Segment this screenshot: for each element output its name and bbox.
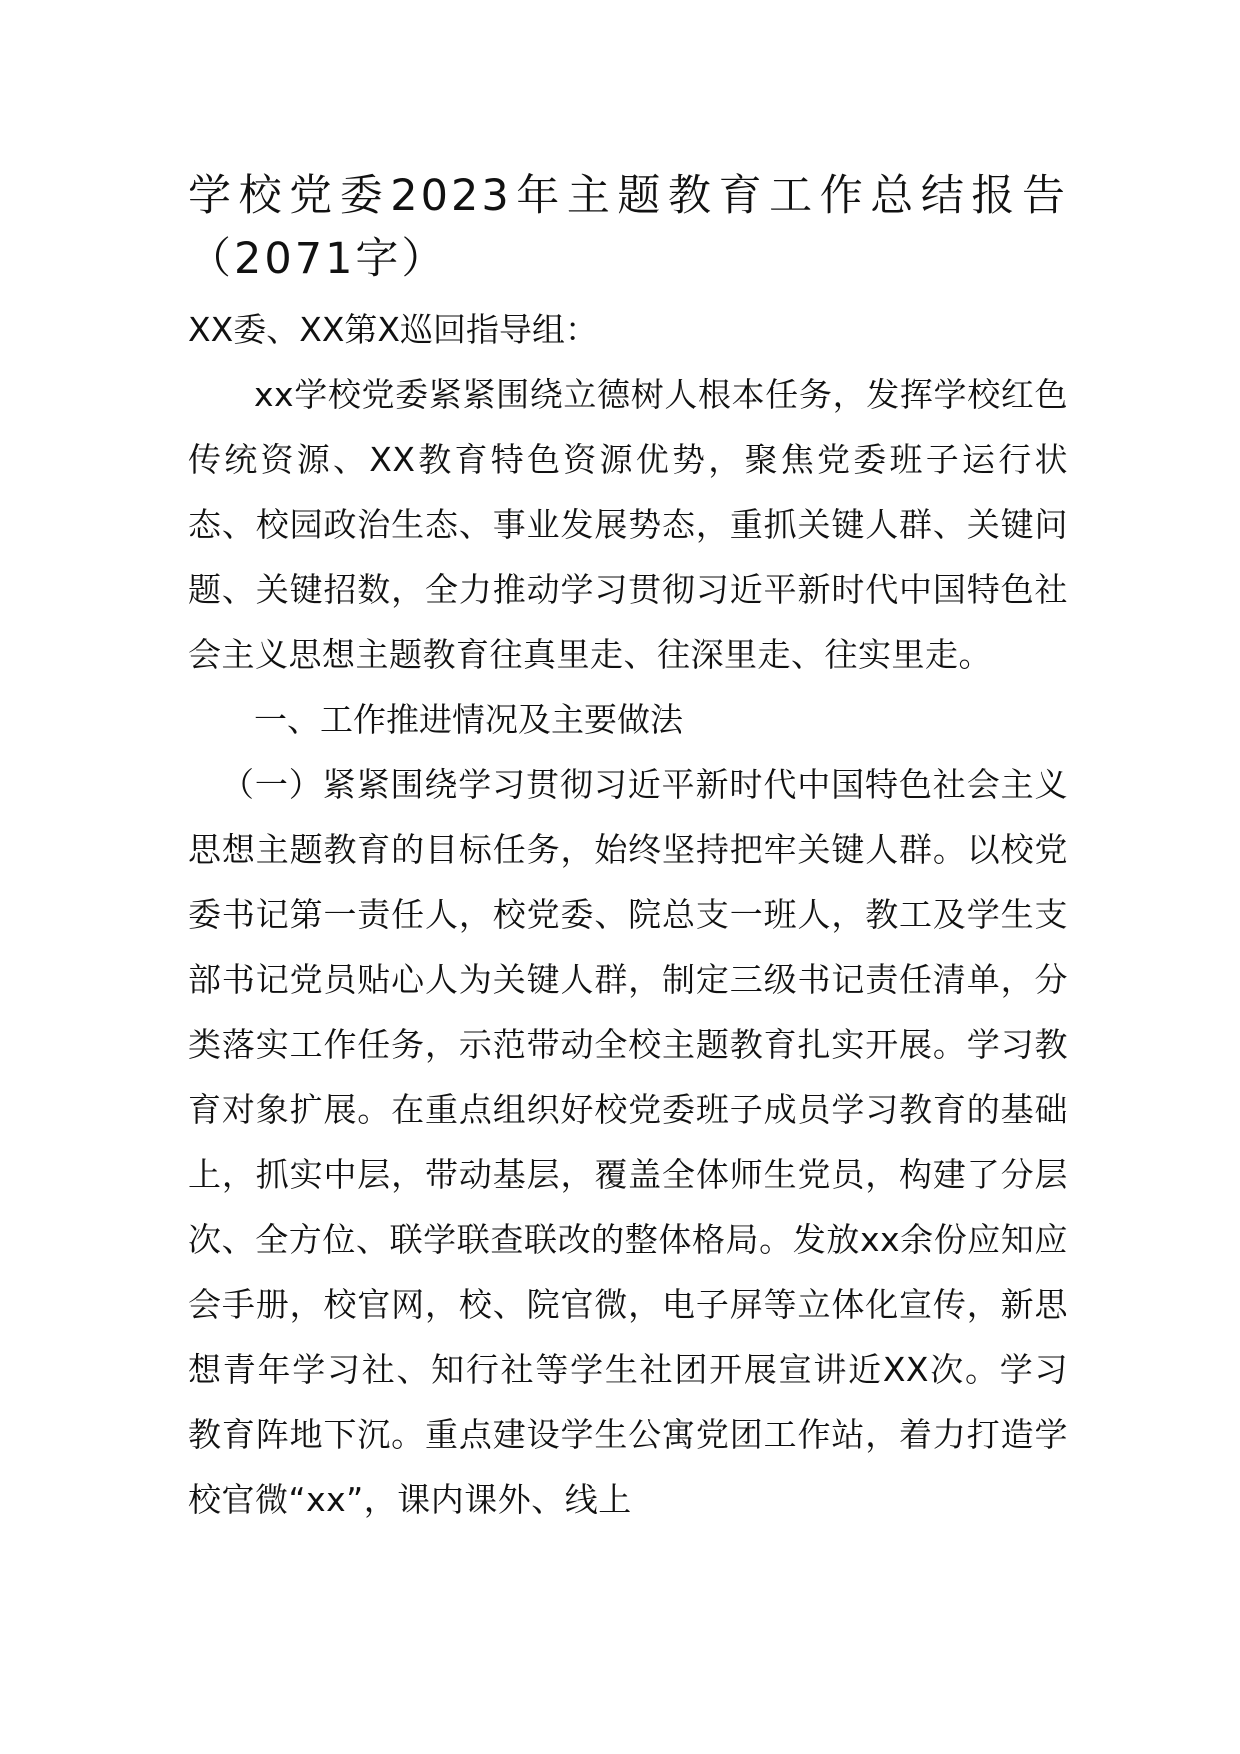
document-page [188,165,1068,1532]
salutation: XX委、XX第X巡回指导组： [188,310,599,349]
intro-paragraph: xx学校党委紧紧围绕立德树人根本任务，发挥学校红色传统资源、XX教育特色资源优势，聚焦党委班子运行状态、校园政治生态、事业发展势态，重抓关键人群、关键问题、关键招数，全力推动学习贯彻习近平新时代中国特色社会主义思想主题教育往真里走、往深里走、往实里走。 [188,375,1068,674]
document-title: 学校党委2023年主题教育工作总结报告（2071字） [188,171,1068,284]
section-heading: 一、工作推进情况及主要做法 [254,700,683,739]
section-paragraph: （一）紧紧围绕学习贯彻习近平新时代中国特色社会主义思想主题教育的目标任务，始终坚持把牢关键人群。以校党委书记第一责任人，校党委、院总支一班人，教工及学生支部书记党员贴心人为关键人群，制定三级书记责任清单，分类落实工作任务，示范带动全校主题教育扎实开展。学习教育对象扩展。在重点组织好校党委班子成员学习教育的基础上，抓实中层，带动基层，覆盖全体师生党员，构建了分层次、全方位、联学联查联改的整体格局。发放xx余份应知应会手册，校官网，校、院官微，电子屏等立体化宣传，新思想青年学习社、知行社等学生社团开展宣讲近XX次。学习教育阵地下沉。重点建设学生公寓党团工作站，着力打造学校官微“xx”，课内课外、线上 [188,765,1068,1519]
